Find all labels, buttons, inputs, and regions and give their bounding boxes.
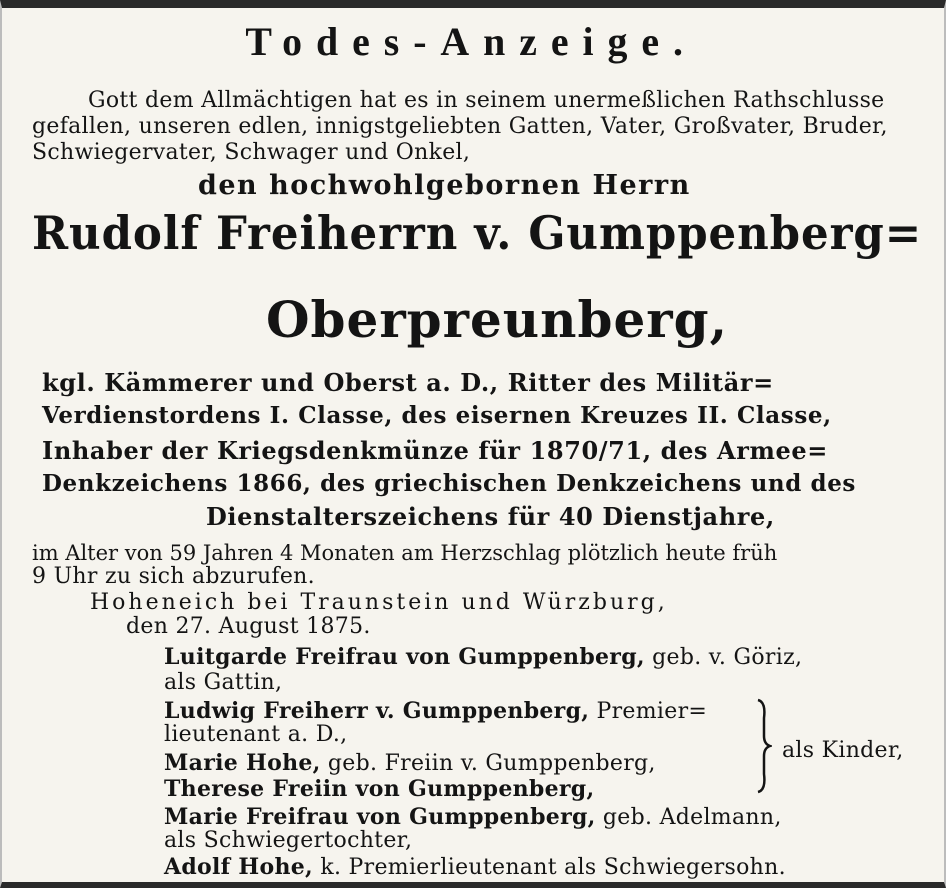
daughter-in-law-role: als Schwiegertochter, — [164, 828, 413, 853]
child1-rank-cont: lieutenant a. D., — [164, 722, 348, 747]
daughter-in-law-maiden: geb. Adelmann, — [602, 805, 782, 830]
notice-heading: Todes-Anzeige. — [245, 19, 697, 64]
place-line: Hoheneich bei Traunstein und Würzburg, — [90, 590, 668, 615]
mourner-child-1 — [164, 698, 707, 725]
salutation: den hochwohlgebornen Herrn — [198, 170, 691, 201]
child2-maiden: geb. Freiin v. Gumppenberg, — [327, 751, 656, 776]
children-role: als Kinder, — [782, 738, 904, 763]
mourner-daughter-in-law — [164, 804, 782, 831]
mourner-child-3: Therese Freiin von Gumppenberg, — [164, 776, 595, 802]
widow-maiden: geb. v. Göriz, — [652, 645, 803, 670]
mourner-widow — [164, 644, 802, 671]
intro-line-2: gefallen, unseren edlen, innigstgeliebten Gatten, Vater, Großvater, Bruder, — [32, 114, 888, 139]
age-line-1: im Alter von 59 Jahren 4 Monaten am Herzschlag plötzlich heute früh — [32, 541, 778, 565]
children-brace — [754, 698, 772, 794]
titles-line-4: Denkzeichens 1866, des griechischen Denkzeichens und des — [42, 470, 856, 497]
mourner-child-2 — [164, 750, 656, 777]
widow-name: Luitgarde Freifrau von Gumppenberg, — [164, 644, 645, 670]
titles-line-1: kgl. Kämmerer und Oberst a. D., Ritter des Militär= — [42, 368, 774, 397]
intro-line-1: Gott dem Allmächtigen hat es in seinem unermeßlichen Rathschlusse — [88, 88, 885, 113]
widow-role: als Gattin, — [164, 670, 283, 695]
age-line-2: 9 Uhr zu sich abzurufen. — [32, 564, 315, 589]
titles-line-5: Dienstalterszeichens für 40 Dienstjahre, — [206, 502, 775, 531]
mourner-son-in-law — [164, 854, 786, 881]
titles-line-3: Inhaber der Kriegsdenkmünze für 1870/71, des Armee= — [42, 436, 828, 465]
child1-rank: Premier= — [596, 699, 708, 724]
date-line: den 27. August 1875. — [126, 614, 371, 639]
deceased-name-line-1: Rudolf Freiherrn v. Gumppenberg= — [32, 206, 923, 260]
daughter-in-law-name: Marie Freifrau von Gumppenberg, — [164, 804, 596, 830]
child1-name: Ludwig Freiherr v. Gumppenberg, — [164, 698, 590, 724]
child2-name: Marie Hohe, — [164, 750, 321, 776]
intro-line-3: Schwiegervater, Schwager und Onkel, — [32, 140, 471, 165]
son-in-law-rank: k. Premierlieutenant als Schwiegersohn. — [320, 855, 786, 880]
titles-line-2: Verdienstordens I. Classe, des eisernen Kreuzes II. Classe, — [42, 402, 832, 429]
deceased-name-line-2: Oberpreunberg, — [266, 290, 728, 349]
son-in-law-name: Adolf Hohe, — [164, 854, 314, 880]
